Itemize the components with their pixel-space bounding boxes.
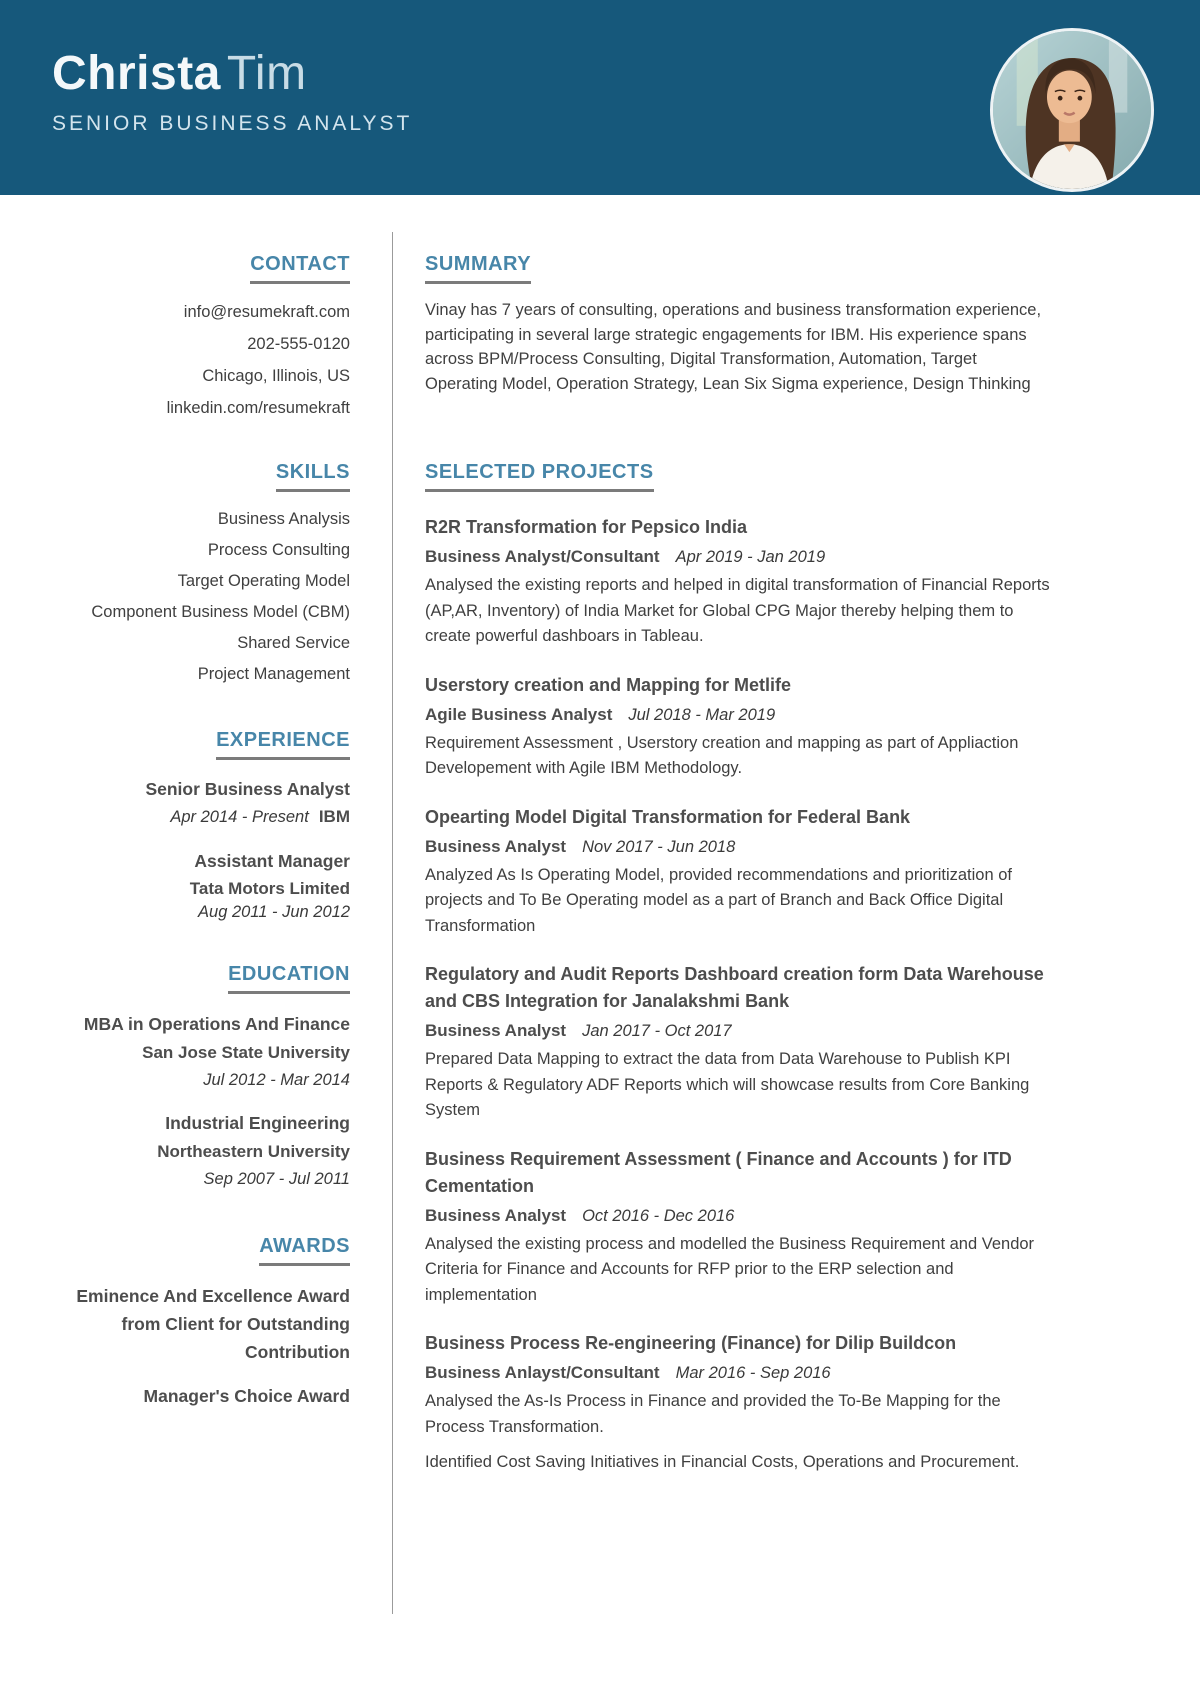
project-role: Business Analyst/Consultant [425,547,660,566]
education-degree: Industrial Engineering [165,1113,350,1133]
contact-item: linkedin.com/resumekraft [166,399,350,417]
skill-item: Process Consulting [207,541,350,559]
last-name: Tim [226,47,307,100]
project-dates: Apr 2019 - Jan 2019 [675,548,826,566]
projects-list [425,514,1050,1476]
summary-heading-text: SUMMARY [425,252,531,284]
skill-item: Shared Service [237,634,350,652]
profile-photo [990,28,1154,192]
page-body [0,195,1200,1698]
contact-list [40,296,350,424]
skill-item: Target Operating Model [177,572,350,590]
project-dates: Jul 2018 - Mar 2019 [628,705,776,724]
project-item [425,804,1050,940]
project-meta [425,834,1050,861]
experience-item [40,776,350,832]
contact-item: info@resumekraft.com [183,303,350,321]
education-heading [40,962,350,994]
education-item [40,1109,350,1192]
summary-heading [425,252,1050,284]
projects-section [425,460,1050,1476]
project-item [425,672,1050,782]
project-description: Analysed the existing reports and helped in digital transformation of Financial Reports (AP,AR, Inventory) of India Market for Global CPG Major thereby helping them to create powerful dashboars in Tableau. [425,576,1050,645]
project-role: Agile Business Analyst [425,704,613,724]
award-item: Eminence And Excellence Award from Client for Outstanding Contribution [76,1286,350,1362]
skills-list [40,504,350,690]
education-school: Northeastern University [157,1142,350,1161]
first-name: Christa [52,47,221,100]
projects-heading [425,460,1050,492]
contact-section [40,252,350,424]
project-meta [425,544,1050,571]
education-school: San Jose State University [142,1043,350,1062]
project-dates: Jan 2017 - Oct 2017 [582,1022,732,1040]
project-role: Business Anlayst/Consultant [425,1363,660,1382]
experience-role: Senior Business Analyst [145,779,350,799]
header [0,0,1200,195]
education-dates: Sep 2007 - Jul 2011 [203,1170,350,1188]
experience-heading-text: EXPERIENCE [216,728,350,760]
project-dates: Nov 2017 - Jun 2018 [582,837,736,856]
project-item [425,961,1050,1124]
awards-heading-text: AWARDS [259,1234,350,1266]
contact-item: Chicago, Illinois, US [202,367,350,385]
project-role: Business Analyst [425,836,567,856]
awards-list [40,1282,350,1410]
name [52,48,412,100]
project-description: Prepared Data Mapping to extract the data from Data Warehouse to Publish KPI Reports & Regulatory ADF Reports which will showcase results from Core Banking System [425,1050,1030,1119]
experience-dates: Aug 2011 - Jun 2012 [198,903,350,921]
experience-meta [40,803,350,832]
skills-heading-text: SKILLS [276,460,350,492]
experience-item [40,848,350,922]
project-title: Business Process Re-engineering (Finance) for Dilip Buildcon [425,1333,957,1353]
skill-item: Component Business Model (CBM) [91,603,350,621]
project-description: Analyzed As Is Operating Model, provided recommendations and prioritization of projects and To Be Operating model as a part of Branch and Back Office Digital Transformation [425,865,1012,935]
education-degree: MBA in Operations And Finance [83,1014,350,1034]
project-item [425,1146,1050,1309]
awards-heading [40,1234,350,1266]
project-role: Business Analyst [425,1205,567,1225]
project-description: Analysed the existing process and modelled the Business Requirement and Vendor Criteria for Finance and Accounts for RFP prior to the ERP selection and implementation [425,1234,1035,1304]
project-meta [425,1018,1050,1045]
project-description: Requirement Assessment , Userstory creation and mapping as part of Appliaction Developement with Agile IBM Methodology. [425,733,1019,777]
name-block [52,48,412,136]
contact-item: 202-555-0120 [247,335,350,353]
job-title: SENIOR BUSINESS ANALYST [52,112,413,135]
education-section [40,962,350,1192]
skills-heading [40,460,350,492]
award-item: Manager's Choice Award [143,1386,350,1406]
education-item [40,1010,350,1093]
summary-text: Vinay has 7 years of consulting, operations and business transformation experience, participating in several large strategic engagements for IBM. His experience spans across BPM/Process Consulting, Digital Transformation, Automation, Target Operating Model, Operation Strategy, Lean Six Sigma experience, Design Thinking [425,301,1042,393]
education-heading-text: EDUCATION [228,962,350,994]
project-description: Identified Cost Saving Initiatives in Financial Costs, Operations and Procurement. [425,1453,1020,1471]
project-dates: Mar 2016 - Sep 2016 [675,1364,831,1382]
project-title: Opearting Model Digital Transformation for Federal Bank [425,806,911,827]
experience-dates: Apr 2014 - Present [170,808,309,826]
project-meta [425,1360,1050,1387]
project-item [425,514,1050,650]
project-item [425,1330,1050,1476]
project-meta [425,702,1050,729]
profile-photo-illustration [993,31,1151,189]
project-title: Userstory creation and Mapping for Metlife [425,674,792,695]
awards-section [40,1234,350,1410]
experience-heading [40,728,350,760]
experience-company: IBM [318,807,350,826]
summary-section [425,252,1050,396]
education-dates: Jul 2012 - Mar 2014 [203,1071,350,1089]
project-dates: Oct 2016 - Dec 2016 [582,1206,735,1225]
main-column [392,195,1200,1698]
project-meta [425,1203,1050,1230]
experience-section [40,728,350,922]
project-title: R2R Transformation for Pepsico India [425,517,748,537]
education-list [40,1010,350,1192]
projects-heading-text: SELECTED PROJECTS [425,460,654,492]
experience-list [40,776,350,922]
skills-section [40,460,350,690]
sidebar [0,195,392,1698]
skill-item: Business Analysis [217,510,350,528]
contact-heading [40,252,350,284]
project-description: Analysed the As-Is Process in Finance and provided the To-Be Mapping for the Process Transformation. [425,1392,1001,1436]
experience-company: Tata Motors Limited [189,879,350,898]
project-title: Regulatory and Audit Reports Dashboard creation form Data Warehouse and CBS Integration for Janalakshmi Bank [425,964,1044,1011]
experience-role: Assistant Manager [194,851,350,871]
project-title: Business Requirement Assessment ( Finance and Accounts ) for ITD Cementation [425,1148,1012,1196]
contact-heading-text: CONTACT [250,252,350,284]
project-role: Business Analyst [425,1021,567,1040]
skill-item: Project Management [197,665,350,683]
